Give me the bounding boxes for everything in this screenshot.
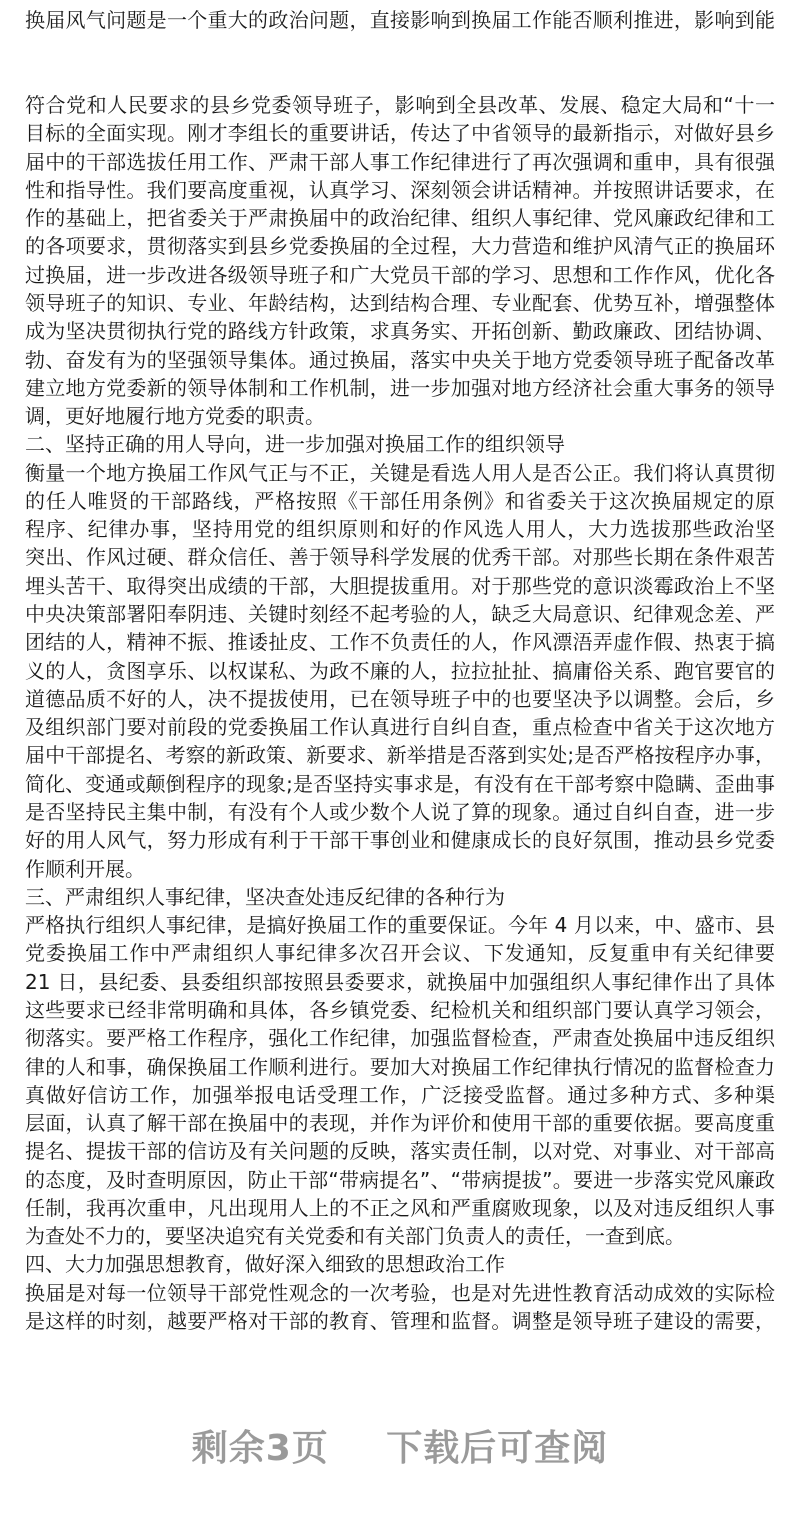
text-line: 提名、提拔干部的信访及有关问题的反映，落实责任制，以对党、对事业、对干部高 [25, 1139, 775, 1164]
text-line: 换届是对每一位领导干部党性观念的一次考验，也是对先进性教育活动成效的实际检 [25, 1280, 775, 1305]
text-line: 符合党和人民要求的县乡党委领导班子，影响到全县改革、发展、稳定大局和“十一 [25, 93, 775, 117]
text-line: 突出、作风过硬、群众信任、善于领导科学发展的优秀干部。对那些长期在条件艰苦 [25, 545, 775, 570]
text-line: 过换届，进一步改进各级领导班子和广大党员干部的学习、思想和工作作风，优化各 [25, 262, 775, 287]
text-line: 层面，认真了解干部在换届中的表现，并作为评价和使用干部的重要依据。要高度重 [25, 1111, 775, 1136]
text-line: 真做好信访工作，加强举报电话受理工作，广泛接受监督。通过多种方式、多种渠 [25, 1082, 775, 1107]
text-line: 目标的全面实现。刚才李组长的重要讲话，传达了中省领导的最新指示，对做好县乡 [25, 121, 775, 146]
text-line: 是否坚持民主集中制，有没有个人或少数个人说了算的现象。通过自纠自查，进一步 [25, 800, 775, 824]
text-line: 埋头苦干、取得突出成绩的干部，大胆提拔重用。对于那些党的意识淡霉政治上不坚 [25, 573, 775, 598]
download-to-view-label[interactable]: 下载后可查阅 [386, 1428, 609, 1469]
text-line: 这些要求已经非常明确和具体，各乡镇党委、纪检机关和组织部门要认真学习领会， [25, 997, 775, 1022]
text-line: 21 日，县纪委、县委组织部按照县委要求，就换届中加强组织人事纪律作出了具体 [25, 969, 775, 994]
text-line: 勃、奋发有为的坚强领导集体。通过换届，落实中央关于地方党委领导班子配备改革 [25, 347, 775, 372]
remaining-pages-label: 剩余3页 [191, 1428, 329, 1469]
download-prompt[interactable] [0, 1420, 800, 1471]
text-line: 作的基础上，把省委关于严肃换届中的政治纪律、组织人事纪律、党风廉政纪律和工 [25, 206, 775, 231]
text-line: 程序、纪律办事，坚持用党的组织原则和好的作风选人用人，大力选拔那些政治坚 [25, 517, 775, 542]
text-line: 性和指导性。我们要高度重视，认真学习、深刻领会讲话精神。并按照讲话要求，在 [25, 177, 775, 202]
text-line: 及组织部门要对前段的党委换届工作认真进行自纠自查，重点检查中省关于这次地方 [25, 715, 775, 740]
section-heading: 三、严肃组织人事纪律，坚决查处违反纪律的各种行为 [25, 884, 505, 909]
text-line: 彻落实。要严格工作程序，强化工作纪律，加强监督检查，严肃查处换届中违反组织 [25, 1026, 775, 1051]
text-line: 领导班子的知识、专业、年龄结构，达到结构合理、专业配套、优势互补，增强整体 [25, 290, 775, 315]
section-heading: 二、坚持正确的用人导向，进一步加强对换届工作的组织领导 [25, 432, 565, 457]
text-line: 义的人，贪图享乐、以权谋私、为政不廉的人，拉拉扯扯、搞庸俗关系、跑官要官的 [25, 658, 775, 683]
text-line: 换届风气问题是一个重大的政治问题，直接影响到换届工作能否顺利推进，影响到能 [25, 8, 775, 32]
text-line: 调，更好地履行地方党委的职责。 [25, 404, 325, 429]
text-line: 道德品质不好的人，决不提拔使用，已在领导班子中的也要坚决予以调整。会后，乡 [25, 686, 775, 711]
text-line: 任制，我再次重申，凡出现用人上的不正之风和严重腐败现象，以及对违反组织人事 [25, 1195, 775, 1220]
text-line: 成为坚决贯彻执行党的路线方针政策，求真务实、开拓创新、勤政廉政、团结协调、 [25, 319, 775, 344]
text-line: 律的人和事，确保换届工作顺利进行。要加大对换届工作纪律执行情况的监督检查力 [25, 1054, 775, 1079]
text-line: 的任人唯贤的干部路线，严格按照《干部任用条例》和省委关于这次换届规定的原 [25, 488, 775, 513]
text-line: 简化、变通或颠倒程序的现象;是否坚持实事求是，有没有在干部考察中隐瞒、歪曲事 [25, 771, 775, 796]
text-line: 届中干部提名、考察的新政策、新要求、新举措是否落到实处;是否严格按程序办事， [25, 743, 775, 768]
text-line: 中央决策部署阳奉阴违、关键时刻经不起考验的人，缺乏大局意识、纪律观念差、严 [25, 602, 775, 627]
text-line: 作顺利开展。 [25, 856, 145, 881]
text-line: 团结的人，精神不振、推诿扯皮、工作不负责任的人，作风漂浯弄虚作假、热衷于搞 [25, 630, 775, 655]
text-line: 好的用人风气，努力形成有利于干部干事创业和健康成长的良好氛围，推动县乡党委 [25, 828, 775, 853]
section-heading: 四、大力加强思想教育，做好深入细致的思想政治工作 [25, 1252, 505, 1277]
text-line: 党委换届工作中严肃组织人事纪律多次召开会议、下发通知，反复重申有关纪律要 [25, 941, 775, 966]
text-line: 为查处不力的，要坚决追究有关党委和有关部门负责人的责任，一查到底。 [25, 1224, 685, 1249]
text-line: 衡量一个地方换届工作风气正与不正，关键是看选人用人是否公正。我们将认真贯彻 [25, 460, 775, 485]
text-line: 届中的干部选拔任用工作、严肃干部人事工作纪律进行了再次强调和重申，具有很强 [25, 149, 775, 174]
text-line: 是这样的时刻，越要严格对干部的教育、管理和监督。调整是领导班子建设的需要， [25, 1309, 775, 1334]
text-line: 的各项要求，贯彻落实到县乡党委换届的全过程，大力营造和维护风清气正的换届环 [25, 234, 775, 259]
text-line: 建立地方党委新的领导体制和工作机制，进一步加强对地方经济社会重大事务的领导 [25, 375, 775, 400]
text-line: 严格执行组织人事纪律，是搞好换届工作的重要保证。今年 4 月以来，中、盛市、县 [25, 913, 775, 938]
text-line: 的态度，及时查明原因，防止干部“带病提名”、“带病提拔”。要进一步落实党风廉政 [25, 1167, 775, 1192]
